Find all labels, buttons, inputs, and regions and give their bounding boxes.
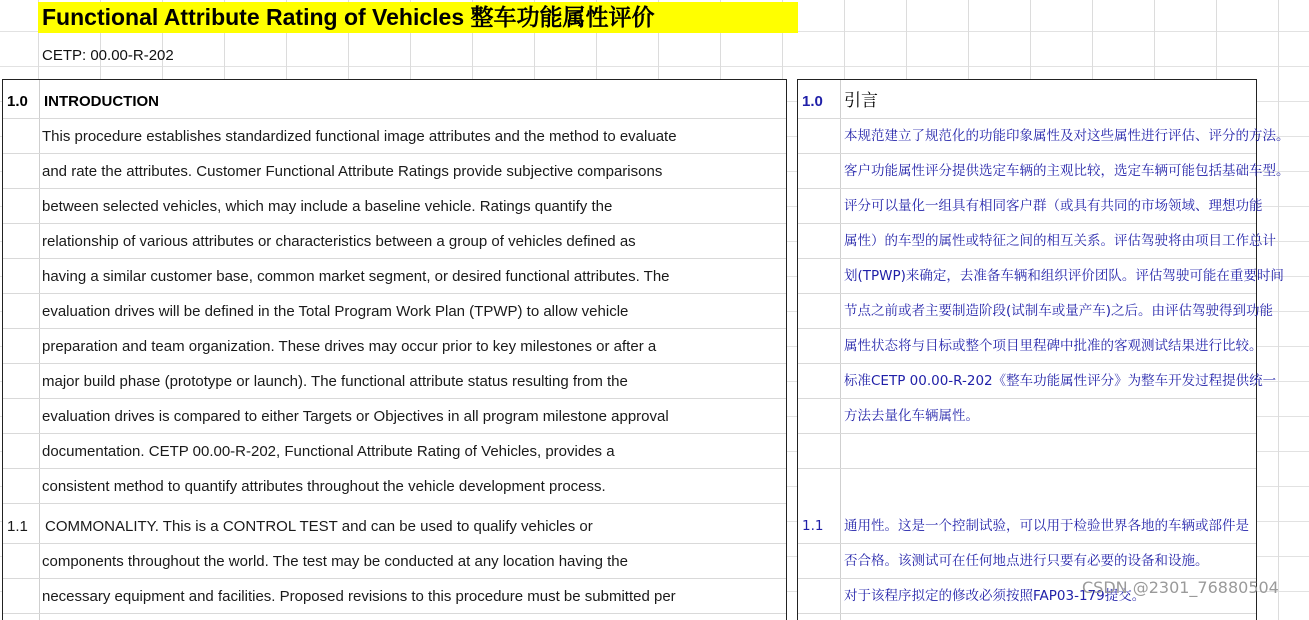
- subsection-number: 1.1: [802, 518, 824, 534]
- text-row: [3, 469, 786, 504]
- text-line: 否合格。该测试可在任何地点进行只要有必要的设备和设施。: [844, 553, 1209, 569]
- text-row: [3, 259, 786, 294]
- text-line: relationship of various attributes or characteristics between a group of vehicles defined as: [42, 233, 636, 250]
- text-row: [798, 294, 1274, 329]
- text-row: [3, 189, 786, 224]
- chinese-panel: [797, 79, 1290, 620]
- text-line: evaluation drives is compared to either Targets or Objectives in all program milestone approval: [42, 408, 669, 425]
- text-line: major build phase (prototype or launch). The functional attribute status resulting from the: [42, 373, 628, 390]
- text-row: [798, 544, 1256, 579]
- text-row: [798, 224, 1276, 259]
- text-line: and rate the attributes. Customer Functional Attribute Ratings provide subjective comparisons: [42, 163, 663, 180]
- text-row: [3, 434, 786, 469]
- section-heading-row: [3, 84, 786, 119]
- text-line: 划(TPWP)来确定，去准备车辆和组织评价团队。评估驾驶可能在重要时间: [844, 268, 1284, 284]
- text-line: 属性状态将与目标或整个项目里程碑中批准的客观测试结果进行比较。: [844, 338, 1263, 354]
- document-title: Functional Attribute Rating of Vehicles 整车功能属性评价: [38, 2, 798, 33]
- text-row: [798, 154, 1290, 189]
- text-line: having a similar customer base, common market segment, or desired functional attributes. The: [42, 268, 670, 285]
- text-line: COMMONALITY. This is a CONTROL TEST and can be used to qualify vehicles or: [45, 518, 593, 535]
- subsection-row: [798, 509, 1256, 544]
- text-row: [798, 399, 1256, 434]
- text-row: [798, 364, 1277, 399]
- text-line: necessary equipment and facilities. Proposed revisions to this procedure must be submitted per: [42, 588, 676, 605]
- text-row: [3, 399, 786, 434]
- section-heading-row: [798, 84, 1256, 119]
- text-line: 通用性。这是一个控制试验，可以用于检验世界各地的车辆或部件是: [844, 518, 1249, 534]
- text-row: [3, 154, 786, 189]
- text-row: [3, 294, 786, 329]
- text-line: between selected vehicles, which may include a baseline vehicle. Ratings quantify the: [42, 198, 613, 215]
- text-line: 对于该程序拟定的修改必须按照FAP03-179提交。: [844, 588, 1146, 604]
- text-line: This procedure establishes standardized functional image attributes and the method to evaluate: [42, 128, 677, 145]
- text-row: [3, 364, 786, 399]
- text-line: evaluation drives will be defined in the Total Program Work Plan (TPWP) to allow vehicle: [42, 303, 629, 320]
- text-row: [3, 329, 786, 364]
- text-line: 标准CETP 00.00-R-202《整车功能属性评分》为整车开发过程提供统一: [844, 373, 1277, 389]
- text-line: components throughout the world. The test may be conducted at any location having the: [42, 553, 628, 570]
- text-line: preparation and team organization. These drives may occur prior to key milestones or after a: [42, 338, 657, 355]
- text-row: [798, 119, 1290, 154]
- section-title: INTRODUCTION: [44, 93, 159, 110]
- text-row: [3, 224, 786, 259]
- section-title: 引言: [844, 91, 878, 111]
- text-row: [798, 189, 1263, 224]
- text-line: consistent method to quantify attributes throughout the vehicle development process.: [42, 478, 606, 495]
- text-row: [798, 434, 1256, 469]
- subsection-number: 1.1: [7, 518, 28, 535]
- text-line: 客户功能属性评分提供选定车辆的主观比较，选定车辆可能包括基础车型。: [844, 163, 1290, 179]
- text-row: [3, 544, 786, 579]
- text-line: 本规范建立了规范化的功能印象属性及对这些属性进行评估、评分的方法。: [844, 128, 1290, 144]
- text-row: [798, 259, 1284, 294]
- text-row: [798, 329, 1263, 364]
- watermark: CSDN @2301_76880504: [1082, 578, 1279, 597]
- text-line: documentation. CETP 00.00-R-202, Functional Attribute Rating of Vehicles, provides a: [42, 443, 615, 460]
- english-panel: [2, 79, 787, 620]
- section-number: 1.0: [7, 93, 28, 110]
- document-code: CETP: 00.00-R-202: [42, 47, 174, 64]
- text-row: [3, 119, 786, 154]
- text-line: 方法去量化车辆属性。: [844, 408, 979, 424]
- text-line: 评分可以量化一组具有相同客户群（或具有共同的市场领域、理想功能: [844, 198, 1263, 214]
- section-number: 1.0: [802, 93, 823, 110]
- text-line: 节点之前或者主要制造阶段(试制车或量产车)之后。由评估驾驶得到功能: [844, 303, 1274, 319]
- text-line: 属性）的车型的属性或特征之间的相互关系。评估驾驶将由项目工作总计: [844, 233, 1276, 249]
- subsection-row: [3, 509, 786, 544]
